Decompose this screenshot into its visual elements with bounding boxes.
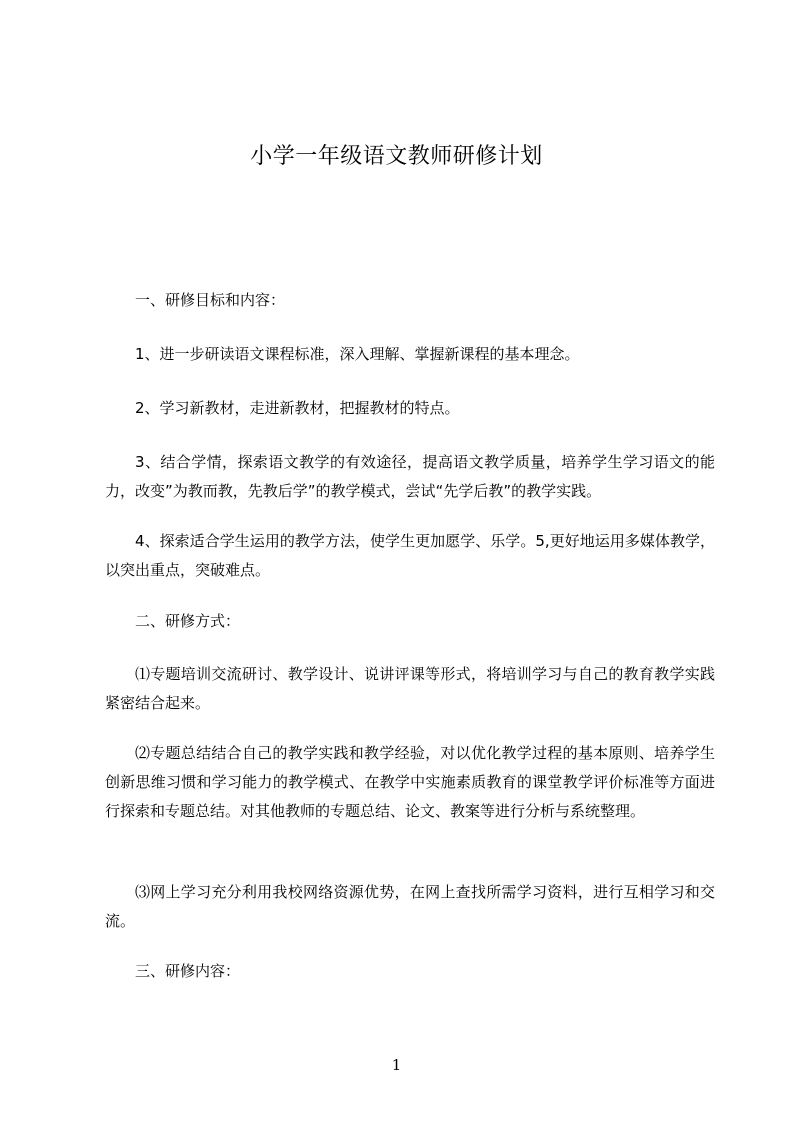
section-heading-goals: 一、研修目标和内容： [135,291,286,309]
section-heading-content: 三、研修内容： [135,962,241,980]
paragraph-goal-4: 4、探索适合学生运用的教学方法，使学生更加愿学、乐学。5,更好地运用多媒体教学，以突出重点，突破难点。 [105,532,715,579]
page-number: 1 [391,1056,402,1074]
document-title: 小学一年级语文教师研修计划 [250,144,543,169]
paragraph-method-3: ⑶网上学习充分利用我校网络资源优势，在网上查找所需学习资料，进行互相学习和交流。 [105,883,715,930]
paragraph-goal-1: 1、进一步研读语文课程标准，深入理解、掌握新课程的基本理念。 [135,345,580,363]
paragraph-method-1: ⑴专题培训交流研讨、教学设计、说讲评课等形式，将培训学习与自己的教育教学实践紧密结合起来。 [105,665,715,712]
paragraph-method-2: ⑵专题总结结合自己的教学实践和教学经验，对以优化教学过程的基本原则、培养学生创新思维习惯和学习能力的教学模式、在教学中实施素质教育的课堂教学评价标准等方面进行探索和专题总结。对其他教师的专题总结、论文、教案等进行分析与系统整理。 [105,744,715,820]
paragraph-goal-3: 3、结合学情，探索语文教学的有效途径，提高语文教学质量，培养学生学习语文的能力，改变”为教而教，先教后学”的教学模式，尝试“先学后教”的教学实践。 [105,453,715,500]
paragraph-goal-2: 2、学习新教材，走进新教材，把握教材的特点。 [135,399,460,417]
section-heading-methods: 二、研修方式： [135,612,241,630]
